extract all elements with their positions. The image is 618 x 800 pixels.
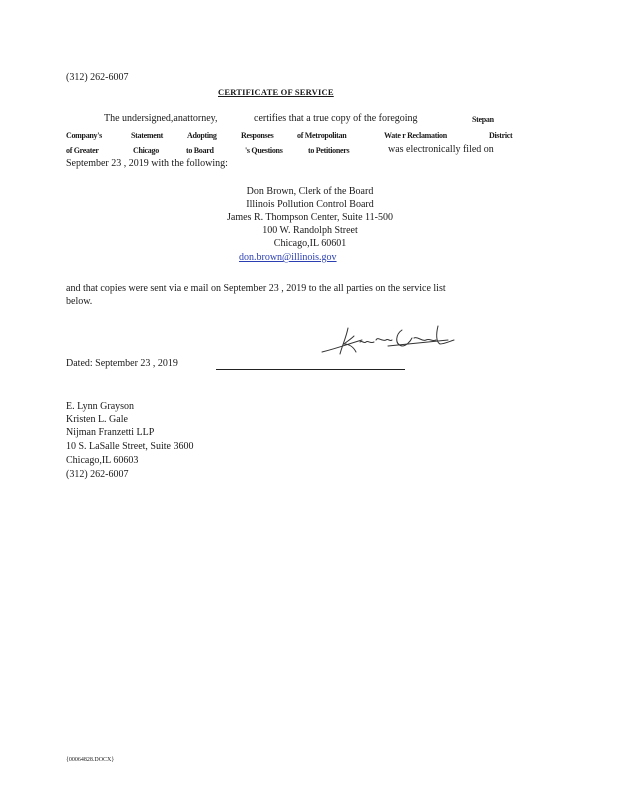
recipient-org: Illinois Pollution Control Board [246, 199, 374, 210]
para1-line3-w3: 's Questions [245, 146, 283, 155]
signer-line5: Chicago,IL 60603 [66, 455, 139, 466]
signer-line1: E. Lynn Grayson [66, 401, 135, 412]
para1-line4: September 23 , 2019 with the following: [66, 158, 228, 169]
recipient-building: James R. Thompson Center, Suite 11-500 [227, 212, 393, 223]
para1-line2-w2: Adopting [187, 131, 217, 140]
para1-line3-b: was electronically filed on [388, 144, 494, 155]
recipient-street: 100 W. Randolph Street [262, 225, 358, 236]
signer-line4: 10 S. LaSalle Street, Suite 3600 [66, 441, 194, 452]
para1-line3-w0: of Greater [66, 146, 99, 155]
para1-line2-w0: Company's [66, 131, 102, 140]
para1-line1-b: certifies that a true copy of the foregoing [254, 113, 418, 124]
certificate-title: CERTIFICATE OF SERVICE [218, 87, 334, 97]
recipient-email-link[interactable]: don.brown@illinois.gov [239, 252, 337, 263]
signer-line2: Kristen L. Gale [66, 414, 128, 425]
para1-line2-w3: Responses [241, 131, 274, 140]
dated-line: Dated: September 23 , 2019 [66, 358, 178, 369]
para1-line1-a: The undersigned,anattorney, [104, 113, 218, 124]
para1-line2-w6: District [489, 131, 513, 140]
recipient-name: Don Brown, Clerk of the Board [246, 186, 374, 197]
para2-line1: and that copies were sent via e mail on September 23 , 2019 to the all parties on the service list [66, 283, 446, 294]
header-phone: (312) 262-6007 [66, 72, 129, 83]
recipient-city: Chicago,IL 60601 [273, 238, 347, 249]
para1-line2-w1: Statement [131, 131, 163, 140]
para1-line3-w1: Chicago [133, 146, 159, 155]
signature-line [216, 369, 405, 370]
signer-line3: Nijman Franzetti LLP [66, 427, 155, 438]
signature-image [318, 318, 468, 360]
para1-line2-w4: of Metropolitan [297, 131, 347, 140]
footer-document-id: {00064828.DOCX} [66, 757, 115, 763]
para1-line3-w2: to Board [186, 146, 214, 155]
signer-line6: (312) 262-6007 [66, 469, 129, 480]
para1-line2-w5: Wate r Reclamation [384, 131, 447, 140]
para1-line1-c: Stepan [472, 115, 494, 124]
para2-line2: below. [66, 296, 93, 307]
para1-line3-w4: to Petitioners [308, 146, 350, 155]
